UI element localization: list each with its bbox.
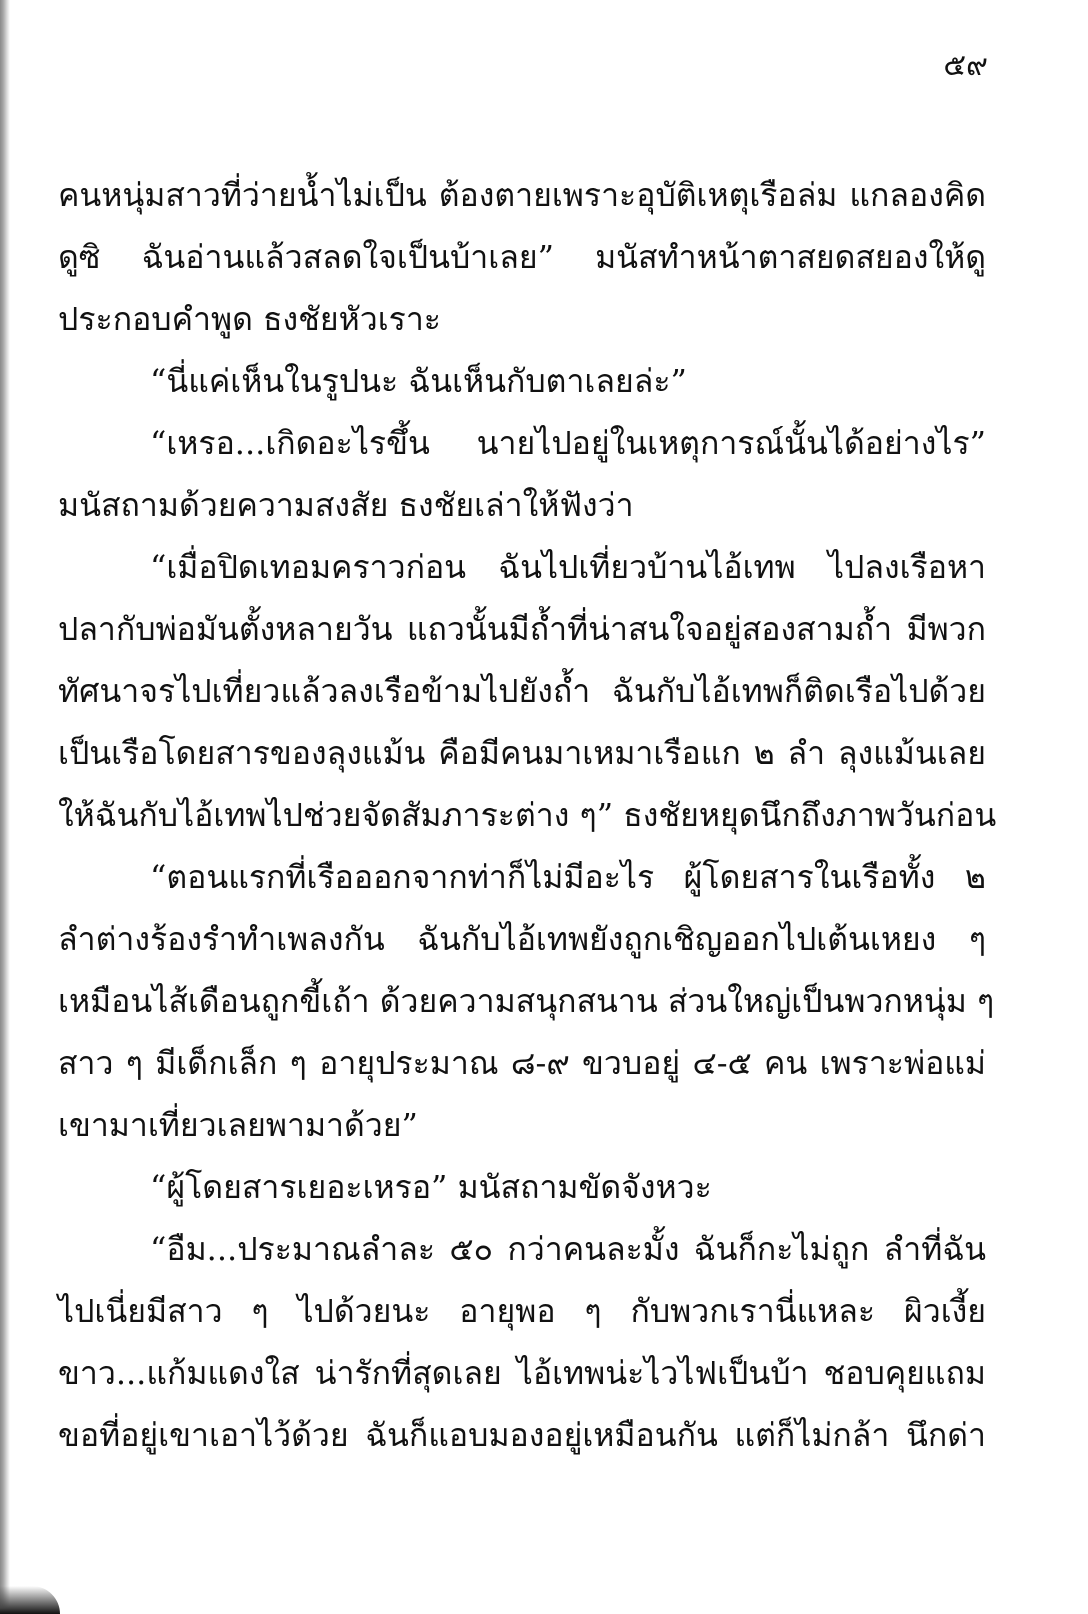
scan-shadow-left (0, 0, 10, 1614)
paragraph (58, 1156, 986, 1218)
text-line: ดูซิ ฉันอ่านแล้วสลดใจเป็นบ้าเลย” มนัสทำหน้าตาสยดสยองให้ดู (58, 238, 986, 276)
text-line: “ผู้โดยสารเยอะเหรอ” มนัสถามขัดจังหวะ (150, 1168, 712, 1206)
text-line: “นี่แค่เห็นในรูปนะ ฉันเห็นกับตาเลยล่ะ” (150, 362, 687, 400)
paragraph (58, 1218, 986, 1466)
text-line: คนหนุ่มสาวที่ว่ายน้ำไม่เป็น ต้องตายเพราะอุบัติเหตุเรือล่ม แกลองคิด (58, 176, 986, 214)
text-line: ขอที่อยู่เขาเอาไว้ด้วย ฉันก็แอบมองอยู่เหมือนกัน แต่ก็ไม่กล้า นึกด่า (58, 1416, 986, 1454)
text-line: “เมื่อปิดเทอมคราวก่อน ฉันไปเที่ยวบ้านไอ้เทพ ไปลงเรือหา (150, 548, 986, 586)
scan-shadow-corner (0, 1586, 60, 1614)
paragraph (58, 164, 986, 350)
text-line: ประกอบคำพูด ธงชัยหัวเราะ (58, 300, 441, 338)
text-line: มนัสถามด้วยความสงสัย ธงชัยเล่าให้ฟังว่า (58, 486, 634, 524)
text-line: ไปเนี่ยมีสาว ๆ ไปด้วยนะ อายุพอ ๆ กับพวกเรานี่แหละ ผิวเงี้ย (58, 1292, 986, 1330)
text-line: “ตอนแรกที่เรือออกจากท่าก็ไม่มีอะไร ผู้โดยสารในเรือทั้ง ๒ (150, 858, 986, 896)
paragraph (58, 846, 995, 1156)
text-line: “อืม...ประมาณลำละ ๕๐ กว่าคนละมั้ง ฉันก็กะไม่ถูก ลำที่ฉัน (150, 1230, 986, 1268)
text-line: เขามาเที่ยวเลยพามาด้วย” (58, 1106, 418, 1144)
text-line: ปลากับพ่อมันตั้งหลายวัน แถวนั้นมีถ้ำที่น่าสนใจอยู่สองสามถ้ำ มีพวก (58, 610, 986, 648)
text-line: “เหรอ...เกิดอะไรขึ้น นายไปอยู่ในเหตุการณ์นั้นได้อย่างไร” (150, 424, 986, 462)
paragraph (58, 412, 986, 536)
text-line: ให้ฉันกับไอ้เทพไปช่วยจัดสัมภาระต่าง ๆ” ธงชัยหยุดนึกถึงภาพวันก่อน (58, 796, 997, 834)
page-body (58, 164, 997, 1466)
text-line: ขาว...แก้มแดงใส น่ารักที่สุดเลย ไอ้เทพน่ะไวไฟเป็นบ้า ชอบคุยแถม (58, 1354, 986, 1392)
text-line: ลำต่างร้องรำทำเพลงกัน ฉันกับไอ้เทพยังถูกเชิญออกไปเต้นเหยง ๆ (58, 920, 986, 958)
text-line: เป็นเรือโดยสารของลุงแม้น คือมีคนมาเหมาเรือแก ๒ ลำ ลุงแม้นเลย (58, 734, 986, 772)
text-line: สาว ๆ มีเด็กเล็ก ๆ อายุประมาณ ๘-๙ ขวบอยู่ ๔-๕ คน เพราะพ่อแม่ (58, 1044, 986, 1082)
text-line: เหมือนไส้เดือนถูกขี้เถ้า ด้วยความสนุกสนาน ส่วนใหญ่เป็นพวกหนุ่ม ๆ (58, 982, 995, 1020)
paragraph (58, 350, 986, 412)
page-number: ๕๙ (943, 48, 988, 83)
paragraph (58, 536, 997, 846)
text-line: ทัศนาจรไปเที่ยวแล้วลงเรือข้ามไปยังถ้ำ ฉันกับไอ้เทพก็ติดเรือไปด้วย (58, 672, 986, 710)
